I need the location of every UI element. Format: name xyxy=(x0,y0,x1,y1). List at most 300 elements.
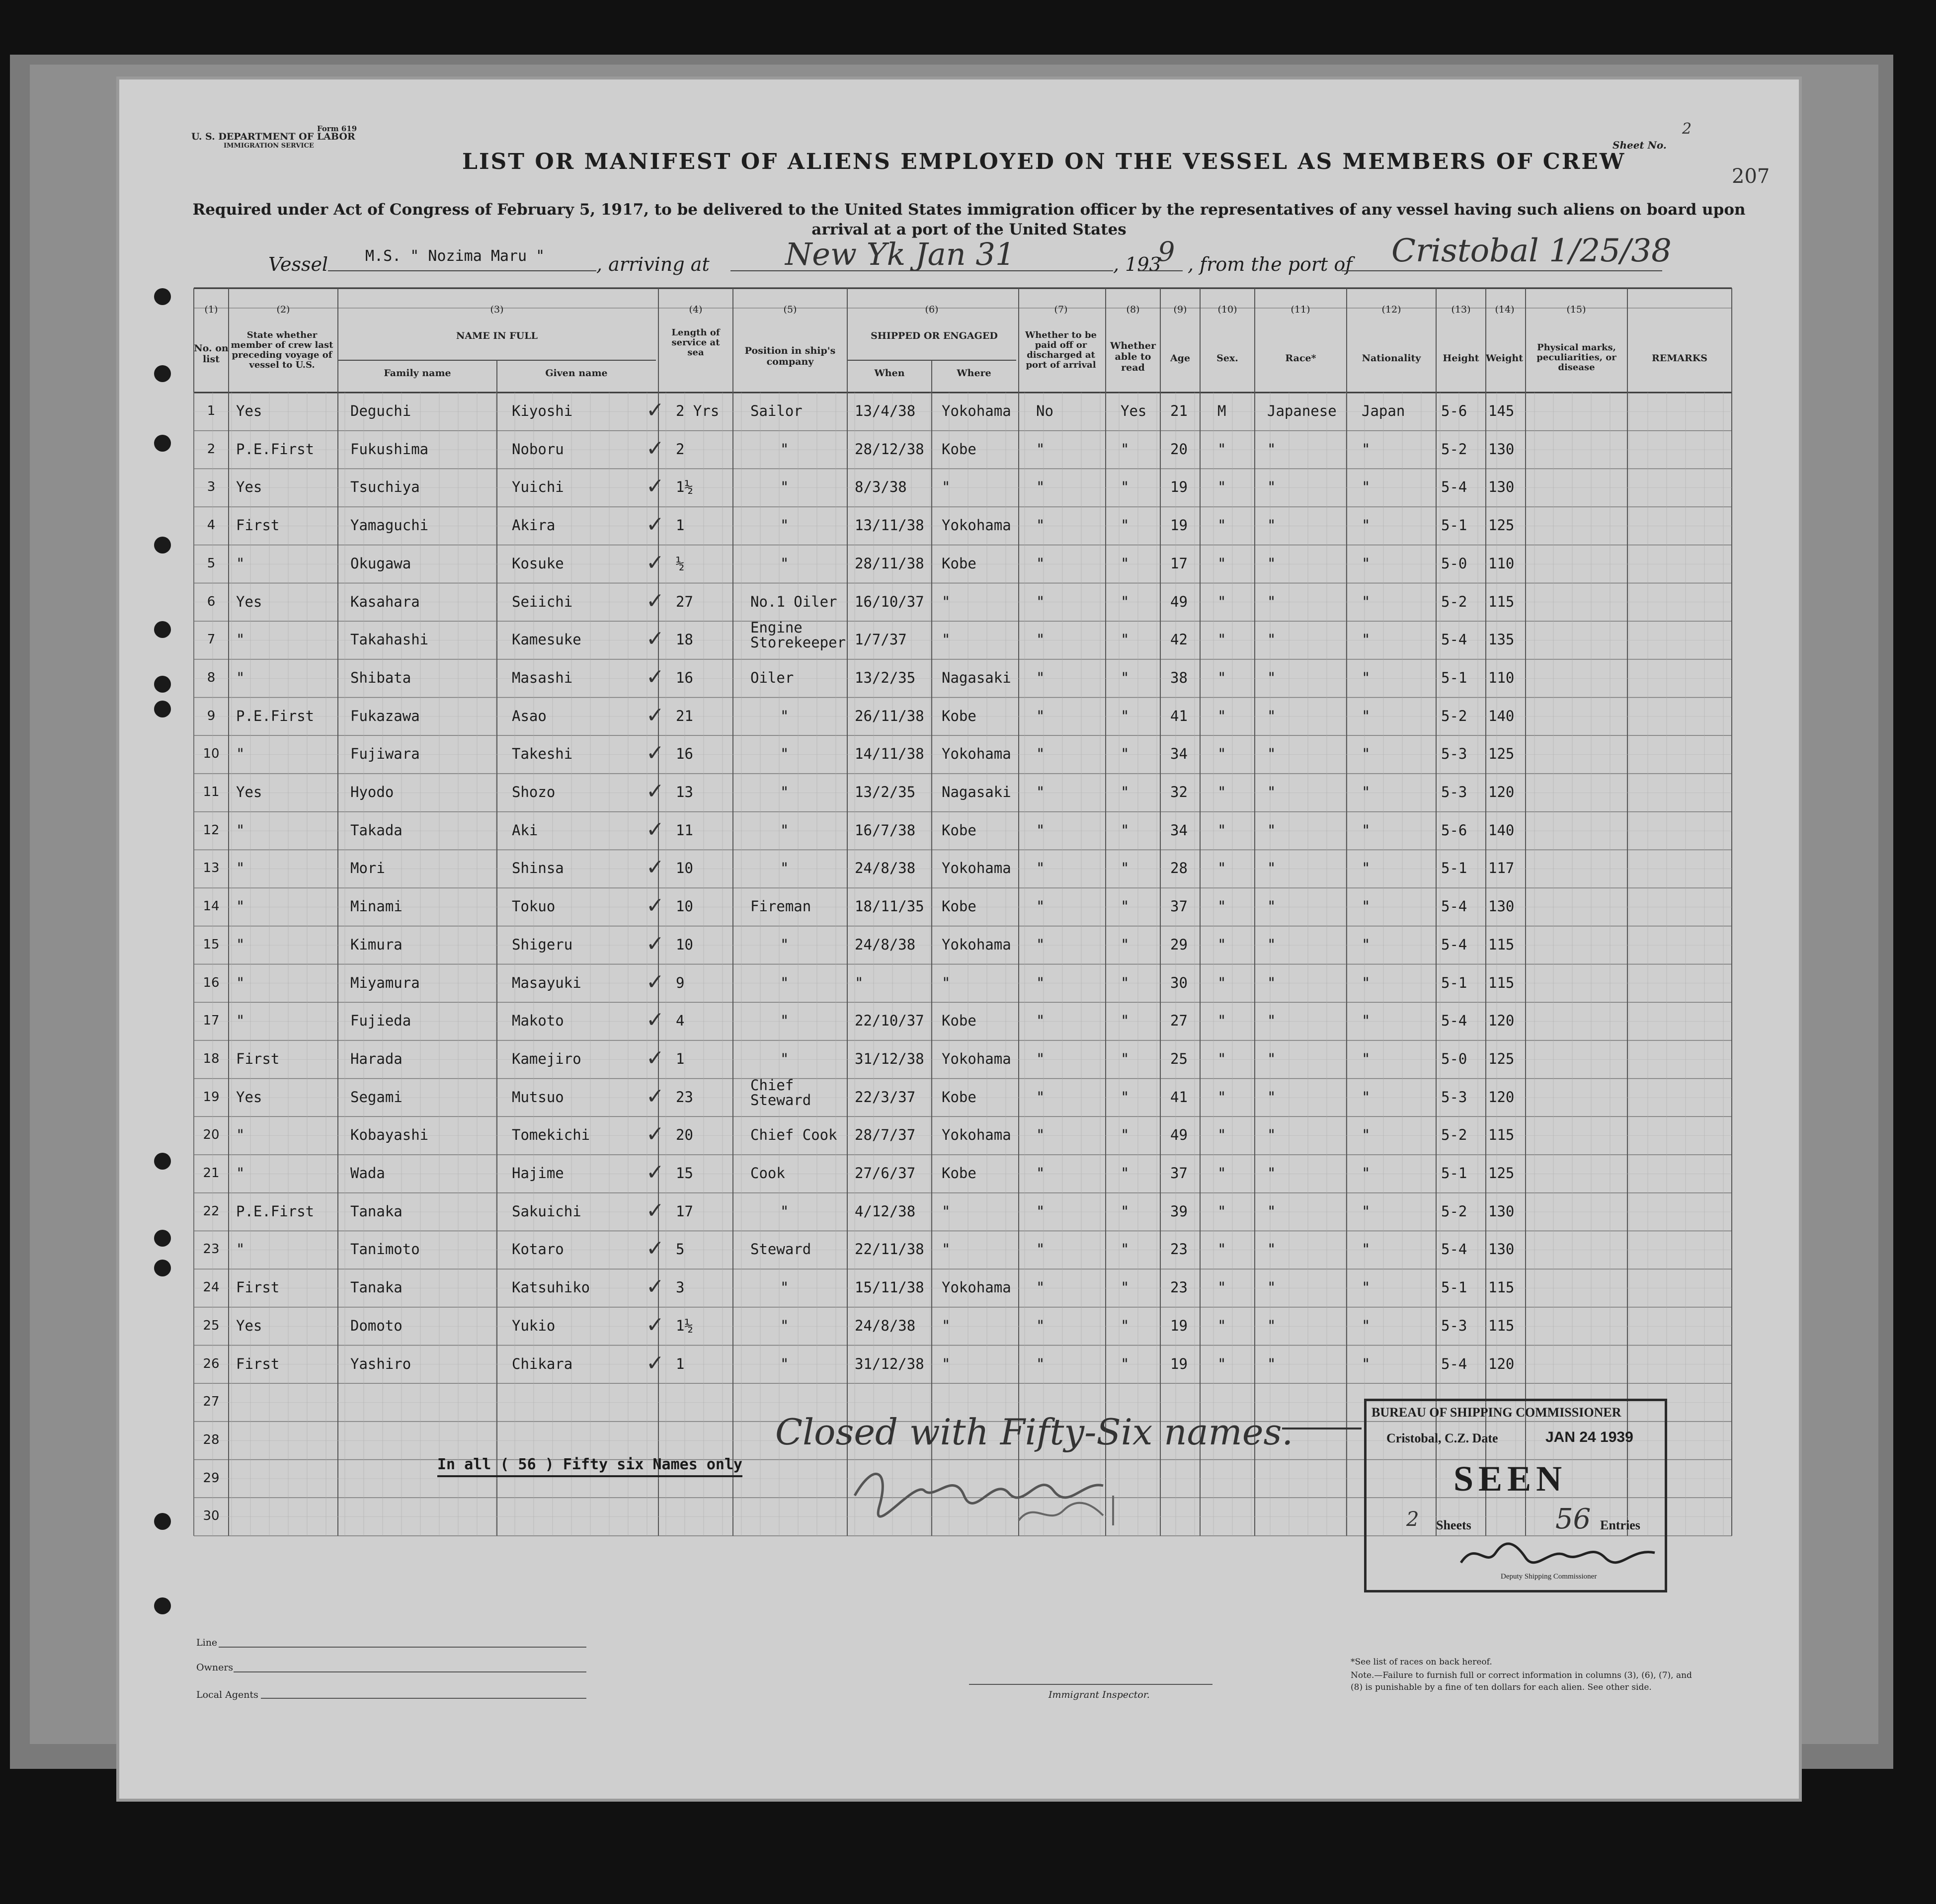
cell-service: 5 xyxy=(676,1241,685,1258)
cell-paid: " xyxy=(1036,1088,1045,1106)
document-title: LIST OR MANIFEST OF ALIENS EMPLOYED ON THE VESSEL AS MEMBERS OF CREW xyxy=(462,149,1626,174)
col-header-height: Height xyxy=(1443,353,1479,364)
cell-where: Kobe xyxy=(942,440,976,458)
cell-position: " xyxy=(780,440,789,458)
row-number: 13 xyxy=(203,861,220,876)
col-header-family: Family name xyxy=(384,368,451,379)
cell-sex: " xyxy=(1217,555,1226,572)
col-header-name: NAME IN FULL xyxy=(456,330,538,341)
col-header-race: Race* xyxy=(1285,353,1316,364)
cell-age: 39 xyxy=(1170,1202,1188,1220)
cell-read: " xyxy=(1121,1241,1129,1258)
cell-read: " xyxy=(1121,974,1129,991)
cell-sex: " xyxy=(1217,669,1226,686)
column-number: (8) xyxy=(1126,304,1140,315)
cell-service: 4 xyxy=(676,1012,685,1030)
cell-height: 5-3 xyxy=(1441,745,1467,763)
cell-height: 5-4 xyxy=(1441,1012,1467,1030)
cell-service: 21 xyxy=(676,707,693,724)
cell-read: " xyxy=(1121,1126,1129,1144)
arriving-value: New Yk Jan 31 xyxy=(785,236,1015,272)
check-mark-icon: ✓ xyxy=(646,435,664,461)
cell-position: Chief Steward xyxy=(750,1076,811,1109)
cell-sex: " xyxy=(1217,784,1226,800)
cell-weight: 130 xyxy=(1488,440,1515,458)
cell-sex: " xyxy=(1217,821,1226,839)
check-mark-icon: ✓ xyxy=(646,1083,664,1109)
check-mark-icon: ✓ xyxy=(646,1121,664,1147)
cell-family: Kobayashi xyxy=(350,1126,429,1144)
row-number: 10 xyxy=(203,746,220,762)
column-number: (13) xyxy=(1451,304,1471,315)
cell-position: " xyxy=(780,1012,789,1030)
cell-family: Yashiro xyxy=(350,1355,411,1372)
row-number: 23 xyxy=(203,1242,220,1257)
cell-nat: " xyxy=(1362,784,1371,800)
cell-where: Kobe xyxy=(942,707,976,724)
cell-paid: " xyxy=(1036,974,1045,991)
cell-sex: " xyxy=(1217,1165,1226,1182)
cell-race: " xyxy=(1267,860,1276,877)
cell-paid: " xyxy=(1036,555,1045,572)
row-number: 28 xyxy=(203,1432,220,1447)
cell-when: 26/11/38 xyxy=(855,707,924,724)
service-label: IMMIGRATION SERVICE xyxy=(224,142,314,150)
cell-where: Kobe xyxy=(942,555,976,572)
row-number: 12 xyxy=(203,822,220,838)
cell-position: " xyxy=(780,1202,789,1220)
cell-where: Kobe xyxy=(942,821,976,839)
cell-position: " xyxy=(780,1355,789,1372)
cell-position: " xyxy=(780,478,789,496)
cell-paid: " xyxy=(1036,1126,1045,1144)
check-mark-icon: ✓ xyxy=(646,550,664,575)
cell-when: 16/10/37 xyxy=(855,593,924,610)
cell-height: 5-2 xyxy=(1441,1126,1467,1144)
cell-paid: " xyxy=(1036,898,1045,915)
cell-weight: 120 xyxy=(1488,1012,1515,1030)
cell-read: " xyxy=(1121,821,1129,839)
cell-nat: " xyxy=(1362,1126,1371,1144)
row-number: 15 xyxy=(203,937,220,952)
cell-weight: 125 xyxy=(1488,1165,1515,1182)
stamp-entries-value: 56 xyxy=(1555,1503,1591,1535)
cell-read: " xyxy=(1121,707,1129,724)
footer-agents-label: Local Agents xyxy=(196,1689,258,1700)
col-header-length: Length of service at sea xyxy=(671,327,720,358)
cell-position: Sailor xyxy=(750,402,803,419)
check-mark-icon: ✓ xyxy=(646,855,664,880)
check-mark-icon: ✓ xyxy=(646,512,664,538)
cell-where: Yokohama xyxy=(942,1050,1011,1067)
cell-prev: " xyxy=(236,1241,245,1258)
cell-age: 49 xyxy=(1170,1126,1188,1144)
sheet-no-label: Sheet No. xyxy=(1613,139,1667,151)
check-mark-icon: ✓ xyxy=(646,779,664,804)
cell-age: 37 xyxy=(1170,898,1188,915)
cell-prev: " xyxy=(236,821,245,839)
cell-prev: " xyxy=(236,555,245,572)
cell-height: 5-2 xyxy=(1441,707,1467,724)
cell-height: 5-1 xyxy=(1441,1165,1467,1182)
cell-when: 18/11/35 xyxy=(855,898,924,915)
cell-family: Tanaka xyxy=(350,1202,403,1220)
cell-nat: " xyxy=(1362,669,1371,686)
row-number: 3 xyxy=(207,479,216,495)
row-number: 5 xyxy=(207,555,216,571)
cell-family: Hyodo xyxy=(350,784,394,800)
cell-position: Oiler xyxy=(750,669,794,686)
row-number: 25 xyxy=(203,1318,220,1333)
cell-prev: First xyxy=(236,1355,280,1372)
cell-family: Okugawa xyxy=(350,555,411,572)
cell-family: Fujiwara xyxy=(350,745,420,763)
cell-where: Kobe xyxy=(942,1012,976,1030)
cell-height: 5-6 xyxy=(1441,402,1467,419)
cell-where: Yokohama xyxy=(942,517,1011,534)
cell-read: " xyxy=(1121,1165,1129,1182)
cell-when: 31/12/38 xyxy=(855,1050,924,1067)
column-number: (2) xyxy=(276,304,290,315)
cell-service: 1 xyxy=(676,1050,685,1067)
cell-prev: " xyxy=(236,1126,245,1144)
cell-age: 34 xyxy=(1170,745,1188,763)
cell-height: 5-2 xyxy=(1441,1202,1467,1220)
cell-given: Sakuichi xyxy=(512,1202,581,1220)
cell-age: 17 xyxy=(1170,555,1188,572)
cell-given: Seiichi xyxy=(512,593,573,610)
cell-race: " xyxy=(1267,440,1276,458)
cell-family: Yamaguchi xyxy=(350,517,429,534)
cell-where: Yokohama xyxy=(942,860,1011,877)
cell-where: " xyxy=(942,593,951,610)
cell-weight: 115 xyxy=(1488,1126,1515,1144)
col-header-nationality: Nationality xyxy=(1362,353,1421,364)
footer-inspector-label: Immigrant Inspector. xyxy=(1049,1689,1150,1700)
cell-height: 5-3 xyxy=(1441,784,1467,800)
cell-sex: M xyxy=(1217,402,1226,419)
cell-age: 41 xyxy=(1170,1088,1188,1106)
column-number: (5) xyxy=(783,304,797,315)
cell-where: " xyxy=(942,974,951,991)
cell-race: " xyxy=(1267,745,1276,763)
cell-height: 5-1 xyxy=(1441,669,1467,686)
cell-when: 8/3/38 xyxy=(855,478,907,496)
cell-weight: 130 xyxy=(1488,1202,1515,1220)
cell-height: 5-4 xyxy=(1441,1355,1467,1372)
cell-position: " xyxy=(780,517,789,534)
col-header-age: Age xyxy=(1170,353,1191,364)
cell-age: 19 xyxy=(1170,1317,1188,1334)
cell-age: 38 xyxy=(1170,669,1188,686)
cell-paid: " xyxy=(1036,745,1045,763)
cell-race: " xyxy=(1267,1050,1276,1067)
total-names-line: In all ( 56 ) Fifty six Names only xyxy=(437,1456,742,1477)
row-number: 1 xyxy=(207,403,216,418)
cell-weight: 115 xyxy=(1488,1317,1515,1334)
cell-position: " xyxy=(780,821,789,839)
cell-weight: 120 xyxy=(1488,784,1515,800)
cell-service: 9 xyxy=(676,974,685,991)
cell-race: " xyxy=(1267,1241,1276,1258)
row-number: 8 xyxy=(207,670,216,685)
cell-paid: " xyxy=(1036,478,1045,496)
cell-age: 23 xyxy=(1170,1279,1188,1296)
year-value: 9 xyxy=(1158,236,1175,267)
cell-where: Kobe xyxy=(942,1088,976,1106)
row-number: 19 xyxy=(203,1089,220,1105)
cell-age: 49 xyxy=(1170,593,1188,610)
cell-age: 29 xyxy=(1170,936,1188,953)
row-number: 16 xyxy=(203,975,220,990)
cell-weight: 145 xyxy=(1488,402,1515,419)
cell-paid: " xyxy=(1036,517,1045,534)
cell-when: 31/12/38 xyxy=(855,1355,924,1372)
cell-read: Yes xyxy=(1121,402,1147,419)
cell-service: 23 xyxy=(676,1088,693,1106)
cell-prev: " xyxy=(236,860,245,877)
cell-nat: " xyxy=(1362,1279,1371,1296)
col-header-sex: Sex. xyxy=(1216,353,1238,364)
cell-position: " xyxy=(780,555,789,572)
column-number: (9) xyxy=(1173,304,1187,315)
cell-service: 1½ xyxy=(676,478,693,496)
col-header-given: Given name xyxy=(545,368,608,379)
cell-age: 32 xyxy=(1170,784,1188,800)
cell-nat: " xyxy=(1362,440,1371,458)
cell-when: 13/2/35 xyxy=(855,784,916,800)
cell-when: 27/6/37 xyxy=(855,1165,916,1182)
cell-read: " xyxy=(1121,860,1129,877)
col-header-when: When xyxy=(874,368,905,379)
cell-where: Yokohama xyxy=(942,402,1011,419)
cell-family: Shibata xyxy=(350,669,411,686)
cell-position: " xyxy=(780,860,789,877)
row-number: 9 xyxy=(207,708,216,723)
cell-given: Chikara xyxy=(512,1355,573,1372)
requirement-statement: Required under Act of Congress of February 5, 1917, to be delivered to the United States immigration officer by the representatives of any vessel having such aliens on board upon arrival at a port of the United States xyxy=(192,201,1746,238)
col-header-remarks: REMARKS xyxy=(1651,353,1708,364)
cell-prev: " xyxy=(236,974,245,991)
cell-weight: 140 xyxy=(1488,821,1515,839)
row-number: 24 xyxy=(203,1280,220,1295)
form-number: Form 619 xyxy=(317,124,357,133)
footer-fine-note: Note.—Failure to furnish full or correct information in columns (3), (6), (7), and (8) is punishable by a fine of ten dollars for each alien. See other side. xyxy=(1351,1670,1692,1692)
cell-race: " xyxy=(1267,1202,1276,1220)
row-number: 27 xyxy=(203,1394,220,1410)
cell-given: Shinsa xyxy=(512,860,564,877)
cell-weight: 110 xyxy=(1488,669,1515,686)
vessel-label: Vessel xyxy=(268,253,328,275)
check-mark-icon: ✓ xyxy=(646,1160,664,1185)
cell-position: Chief Cook xyxy=(750,1126,837,1144)
cell-height: 5-2 xyxy=(1441,593,1467,610)
cell-height: 5-4 xyxy=(1441,898,1467,915)
year-label: , 193 xyxy=(1113,253,1161,275)
cell-service: 2 Yrs xyxy=(676,402,720,419)
cell-given: Yuichi xyxy=(512,478,564,496)
cell-prev: P.E.First xyxy=(236,440,315,458)
cell-age: 41 xyxy=(1170,707,1188,724)
cell-race: " xyxy=(1267,517,1276,534)
cell-height: 5-6 xyxy=(1441,821,1467,839)
cell-service: 1½ xyxy=(676,1317,693,1334)
cell-given: Mutsuo xyxy=(512,1088,564,1106)
cell-prev: Yes xyxy=(236,593,262,610)
check-mark-icon: ✓ xyxy=(646,969,664,995)
from-port-label: , from the port of xyxy=(1188,253,1353,275)
cell-prev: First xyxy=(236,517,280,534)
cell-given: Kotaro xyxy=(512,1241,564,1258)
cell-given: Katsuhiko xyxy=(512,1279,590,1296)
cell-paid: " xyxy=(1036,784,1045,800)
cell-given: Takeshi xyxy=(512,745,573,763)
cell-family: Tanimoto xyxy=(350,1241,420,1258)
check-mark-icon: ✓ xyxy=(646,626,664,652)
cell-given: Kamejiro xyxy=(512,1050,581,1067)
cell-race: " xyxy=(1267,1279,1276,1296)
cell-service: 27 xyxy=(676,593,693,610)
cell-position: Steward xyxy=(750,1241,811,1258)
cell-sex: " xyxy=(1217,745,1226,763)
row-number: 18 xyxy=(203,1051,220,1066)
cell-height: 5-4 xyxy=(1441,478,1467,496)
cell-position: " xyxy=(780,1050,789,1067)
cell-age: 34 xyxy=(1170,821,1188,839)
check-mark-icon: ✓ xyxy=(646,702,664,728)
cell-family: Fukazawa xyxy=(350,707,420,724)
cell-paid: " xyxy=(1036,669,1045,686)
cell-height: 5-1 xyxy=(1441,974,1467,991)
cell-sex: " xyxy=(1217,1317,1226,1334)
cell-position: " xyxy=(780,1279,789,1296)
cell-position: " xyxy=(780,707,789,724)
cell-height: 5-1 xyxy=(1441,517,1467,534)
col-header-paid-off: Whether to be paid off or discharged at port of arrival xyxy=(1025,330,1097,370)
cell-where: Kobe xyxy=(942,898,976,915)
row-number: 11 xyxy=(203,785,220,799)
cell-nat: " xyxy=(1362,860,1371,877)
cell-weight: 120 xyxy=(1488,1088,1515,1106)
cell-nat: " xyxy=(1362,1088,1371,1106)
cell-nat: " xyxy=(1362,1355,1371,1372)
cell-nat: " xyxy=(1362,478,1371,496)
cell-race: " xyxy=(1267,555,1276,572)
cell-race: " xyxy=(1267,821,1276,839)
cell-prev: " xyxy=(236,669,245,686)
col-header-read: Whether able to read xyxy=(1110,340,1156,373)
cell-family: Miyamura xyxy=(350,974,420,991)
cell-family: Fukushima xyxy=(350,440,429,458)
cell-position: " xyxy=(780,936,789,953)
cell-position: " xyxy=(780,1317,789,1334)
cell-nat: " xyxy=(1362,555,1371,572)
cell-prev: " xyxy=(236,1012,245,1030)
cell-paid: " xyxy=(1036,707,1045,724)
cell-prev: P.E.First xyxy=(236,1202,315,1220)
cell-family: Takada xyxy=(350,821,403,839)
cell-when: 24/8/38 xyxy=(855,1317,916,1334)
cell-sex: " xyxy=(1217,517,1226,534)
check-mark-icon: ✓ xyxy=(646,474,664,499)
cell-height: 5-4 xyxy=(1441,936,1467,953)
cell-where: " xyxy=(942,631,951,648)
cell-read: " xyxy=(1121,517,1129,534)
cell-weight: 115 xyxy=(1488,593,1515,610)
cell-weight: 135 xyxy=(1488,631,1515,648)
cell-prev: Yes xyxy=(236,1317,262,1334)
row-number: 26 xyxy=(203,1356,220,1371)
cell-height: 5-1 xyxy=(1441,1279,1467,1296)
cell-where: " xyxy=(942,478,951,496)
cell-paid: " xyxy=(1036,860,1045,877)
stamp-date: JAN 24 1939 xyxy=(1545,1429,1633,1445)
cell-nat: " xyxy=(1362,593,1371,610)
cell-when: 22/11/38 xyxy=(855,1241,924,1258)
check-mark-icon: ✓ xyxy=(646,740,664,766)
cell-read: " xyxy=(1121,440,1129,458)
row-number: 7 xyxy=(207,632,216,647)
cell-where: Yokohama xyxy=(942,745,1011,763)
cell-prev: P.E.First xyxy=(236,707,315,724)
cell-family: Deguchi xyxy=(350,402,411,419)
cell-service: 10 xyxy=(676,936,693,953)
cell-service: 10 xyxy=(676,860,693,877)
cell-sex: " xyxy=(1217,707,1226,724)
arriving-label: , arriving at xyxy=(596,253,710,275)
cell-weight: 125 xyxy=(1488,745,1515,763)
row-number: 29 xyxy=(203,1470,220,1486)
column-number: (12) xyxy=(1381,304,1401,315)
cell-when: 13/4/38 xyxy=(855,402,916,419)
cell-read: " xyxy=(1121,745,1129,763)
check-mark-icon: ✓ xyxy=(646,893,664,919)
row-number: 22 xyxy=(203,1203,220,1219)
check-mark-icon: ✓ xyxy=(646,397,664,423)
row-number: 6 xyxy=(207,594,216,609)
cell-service: 10 xyxy=(676,898,693,915)
cell-given: Asao xyxy=(512,707,547,724)
cell-family: Minami xyxy=(350,898,403,915)
cell-given: Kamesuke xyxy=(512,631,581,648)
cell-paid: " xyxy=(1036,1241,1045,1258)
cell-nat: Japan xyxy=(1362,402,1405,419)
cell-family: Mori xyxy=(350,860,385,877)
cell-paid: " xyxy=(1036,936,1045,953)
footer-line-label: Line xyxy=(196,1637,218,1648)
cell-age: 37 xyxy=(1170,1165,1188,1182)
col-header-state: State whether member of crew last preceding voyage of vessel to U.S. xyxy=(231,330,333,370)
cell-race: " xyxy=(1267,784,1276,800)
cell-nat: " xyxy=(1362,1241,1371,1258)
cell-family: Kasahara xyxy=(350,593,420,610)
cell-position: Cook xyxy=(750,1165,785,1182)
column-number: (4) xyxy=(689,304,703,315)
cell-nat: " xyxy=(1362,821,1371,839)
cell-family: Harada xyxy=(350,1050,403,1067)
cell-prev: " xyxy=(236,936,245,953)
cell-service: 11 xyxy=(676,821,693,839)
cell-prev: First xyxy=(236,1279,280,1296)
check-mark-icon: ✓ xyxy=(646,1236,664,1262)
from-port-value: Cristobal 1/25/38 xyxy=(1391,233,1672,269)
cell-given: Hajime xyxy=(512,1165,564,1182)
cell-position: " xyxy=(780,784,789,800)
cell-race: " xyxy=(1267,1165,1276,1182)
stamp-seen: SEEN xyxy=(1453,1459,1567,1499)
cell-service: 17 xyxy=(676,1202,693,1220)
cell-sex: " xyxy=(1217,1279,1226,1296)
